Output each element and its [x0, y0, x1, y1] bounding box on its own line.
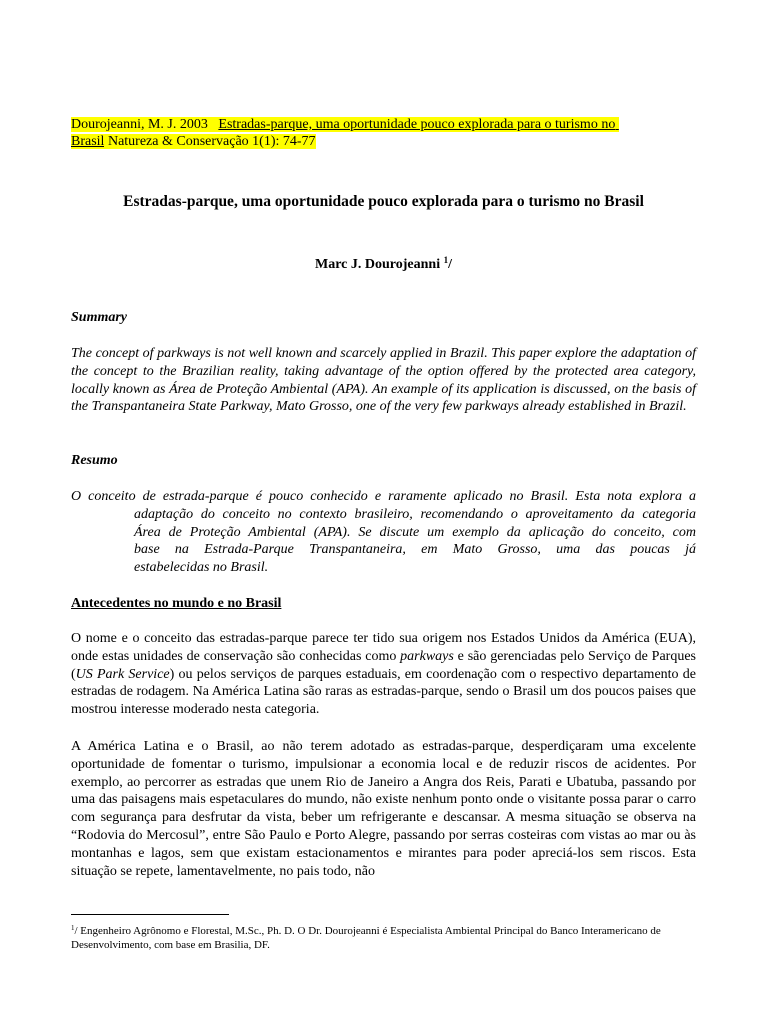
- resumo-text: [71, 488, 696, 577]
- author-line: [71, 255, 696, 273]
- resumo-line: O conceito de estrada-parque é pouco conhecido e raramente aplicado no Brasil. Esta nota explora a: [71, 489, 696, 504]
- author-note-mark: 1: [443, 255, 449, 265]
- term-parkways: parkways: [400, 648, 454, 664]
- section-paragraph-1: O nome e o conceito das estradas-parque parece ter tido sua origem nos Estados Unidos da América (EUA), onde estas unidades de conservação são conhecidas como parkways e são gerenciadas pelo Serviço de Parques (US Park Service) ou pelos serviços de parques estaduais, em coordenação com o respectivo departamento de estradas de rodagem. Na América Latina são raras as estradas-parque, sendo o Brasil um dos poucos paises que mostrou interesse moderado nesta categoria.: [71, 631, 696, 718]
- resumo-line: Área de Proteção Ambiental (APA). Se discute um exemplo da aplicação do conceito, com: [134, 524, 696, 540]
- citation-title: Estradas-parque, uma oportunidade pouco explorada para o turismo no: [218, 117, 616, 132]
- citation-journal: Natureza & Conservação 1(1): 74-77: [104, 134, 316, 149]
- resumo-line: base na Estrada-Parque Transpantaneira, em Mato Grosso, uma das poucas já: [134, 542, 696, 558]
- summary-text: The concept of parkways is not well known and scarcely applied in Brazil. This paper explore the adaptation of the concept to the Brazilian reality, taking advantage of the option offered by the protected area category, locally known as Área de Proteção Ambiental (APA). An example of its application is discussed, on the basis of the Transpantaneira State Parkway, Mato Grosso, one of the very few parkways already established in Brazil.: [71, 346, 696, 415]
- citation: [71, 116, 696, 150]
- author-name: Marc J. Dourojeanni: [315, 257, 444, 272]
- citation-title-continued: Brasil: [71, 134, 105, 149]
- footnote-mark: 1: [71, 924, 75, 932]
- citation-authors-year: Dourojeanni, M. J. 2003: [71, 117, 208, 132]
- term-us-park-service: US Park Service: [75, 666, 170, 682]
- footnote-divider: [71, 914, 229, 915]
- author-note-suffix: /: [448, 257, 452, 272]
- section-heading: Antecedentes no mundo e no Brasil: [71, 596, 282, 611]
- resumo-heading: Resumo: [71, 453, 118, 468]
- footnote: [71, 921, 696, 952]
- resumo-line: estabelecidas no Brasil.: [134, 560, 269, 576]
- resumo-line: adaptação do conceito no contexto brasileiro, recomendando o aproveitamento da categoria: [134, 506, 696, 522]
- footnote-text: / Engenheiro Agrônomo e Florestal, M.Sc., Ph. D. O Dr. Dourojeanni é Especialista Ambiental Principal do Banco Interamericano de Desenvolvimento, com base em Brasilia, DF.: [71, 925, 661, 951]
- paper-title: Estradas-parque, uma oportunidade pouco explorada para o turismo no Brasil: [123, 193, 644, 210]
- section-paragraph-2: A América Latina e o Brasil, ao não terem adotado as estradas-parque, desperdiçaram uma excelente oportunidade de fomentar o turismo, impulsionar a economia local e de reduzir riscos de acidentes. Por exemplo, ao percorrer as estradas que unem Rio de Janeiro a Angra dos Reis, Parati e Ubatuba, passando por uma das paisagens mais espetaculares do mundo, não existe nenhum ponto onde o visitante possa parar o carro com segurança para desfrutar da vista, beber um refrigerante e descansar. A mesma situação se observa na “Rodovia do Mercosul”, entre São Paulo e Porto Alegre, passando por serras costeiras com vistas ao mar ou às montanhas e lagos, sem que existam estacionamentos e mirantes para poder apreciá-los sem riscos. Esta situação se repete, lamentavelmente, no pais todo, não: [71, 739, 696, 879]
- summary-heading: Summary: [71, 310, 128, 325]
